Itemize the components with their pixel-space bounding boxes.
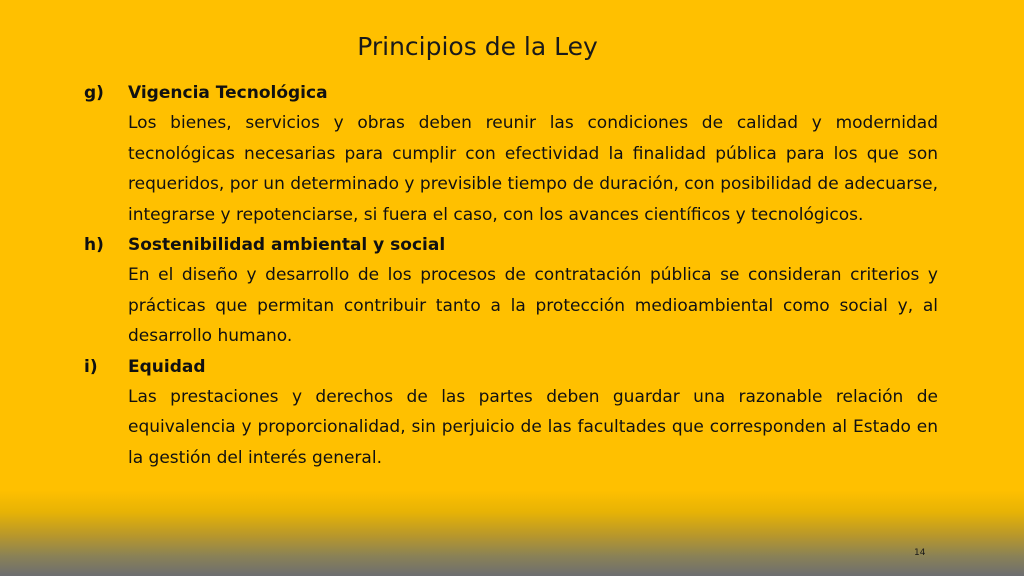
- principle-item: [84, 78, 938, 230]
- principle-heading: Equidad: [128, 356, 206, 377]
- page-number: 14: [914, 548, 926, 558]
- principle-heading-row: [84, 78, 938, 108]
- principle-heading-row: [84, 230, 938, 260]
- principle-letter: i): [84, 356, 98, 377]
- principle-heading: Vigencia Tecnológica: [128, 83, 328, 103]
- principle-heading: Sostenibilidad ambiental y social: [128, 235, 446, 255]
- slide-title: Principios de la Ley: [357, 32, 598, 61]
- principle-description: Las prestaciones y derechos de las partes deben guardar una razonable relación de equivalencia y proporcionalidad, sin perjuicio de las facultades que corresponden al Estado en la gestión del interés general.: [128, 386, 938, 468]
- principle-item: [84, 230, 938, 352]
- principle-description: Los bienes, servicios y obras deben reunir las condiciones de calidad y modernidad tecnológicas necesarias para cumplir con efectividad la finalidad pública para los que son requeridos, por un determinado y previsible tiempo de duración, con posibilidad de adecuarse, integrarse y repotenciarse, si fuera el caso, con los avances científicos y tecnológicos.: [128, 113, 938, 225]
- principle-description: En el diseño y desarrollo de los procesos de contratación pública se consideran criterios y prácticas que permitan contribuir tanto a la protección medioambiental como social y, al desarrollo humano.: [128, 265, 938, 346]
- principle-letter: h): [84, 235, 104, 255]
- principle-heading-row: [84, 352, 938, 382]
- principles-list: [84, 78, 938, 473]
- principle-letter: g): [84, 83, 104, 103]
- principle-item: [84, 352, 938, 474]
